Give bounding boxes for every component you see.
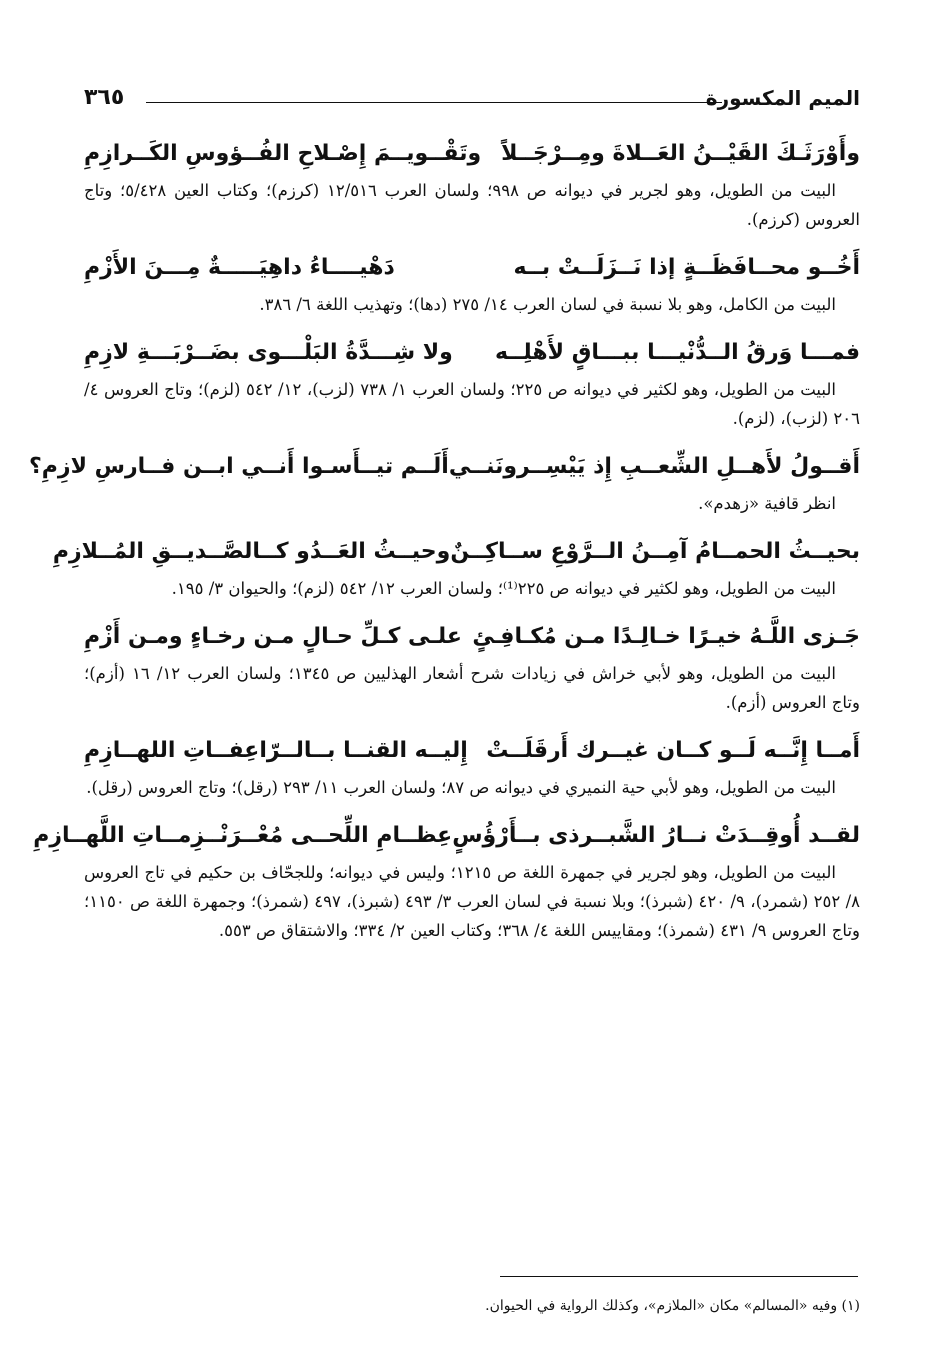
- verse-first-hemistich: فمـــا وَرقُ الــدُّنْيـــا ببـــاقٍ لأَهْلِــه: [495, 340, 860, 365]
- verse-second-hemistich: دَهْيــــاءُ داهِيَـــــةٌ مِـــنَ الأَزْمِ: [84, 255, 395, 280]
- verse-note: البيت من الطويل، وهو لكثير في ديوانه ص ٢٢٥؛ ولسان العرب ١/ ٧٣٨ (لزب)، ١٢/ ٥٤٢ (لزم)؛ وتاج العروس ٤/ ٢٠٦ (لزب)، (لزم).: [84, 380, 860, 428]
- verse-note: البيت من الطويل، وهو لجرير في ديوانه ص ٩٩٨؛ ولسان العرب ١٢/٥١٦ (كرزم)؛ وكتاب العين ٥/٤٢٨؛ وتاج العروس (كرزم).: [84, 181, 860, 229]
- verse-note: انظر قافية «زهدم».: [698, 494, 836, 513]
- verse-line: [84, 248, 860, 288]
- verse-entry-5: [52, 532, 860, 603]
- verse-note: البيت من الطويل، وهو لكثير في ديوانه ص ٢٢٥⁽¹⁾؛ ولسان العرب ١٢/ ٥٤٢ (لزم)؛ والحيوان ٣/ ١٩٥.: [171, 579, 836, 598]
- verse-entry-7: [84, 731, 860, 802]
- verse-first-hemistich: لقــد أُوقِــدَتْ نــارُ الشَّبــرذى بــأَرْؤُسٍ: [452, 823, 860, 848]
- verse-line: [84, 731, 860, 771]
- verse-second-hemistich: عِظــامِ اللِّحــى مُعْــرَنْــزِمــاتِ اللَّهــازِمِ: [33, 823, 453, 848]
- verse-entry-8: [33, 816, 861, 945]
- verse-first-hemistich: أَخُــو محــافَظَــةٍ إذا نَــزَلَــتْ بــه: [513, 255, 860, 280]
- verse-second-hemistich: ولا شِـــدَّةُ البَلْـــوى بضَــرْبَـــةِ لازِمِ: [84, 340, 453, 365]
- verse-second-hemistich: إِليــه القنــا بــالــرّاعِفــاتِ اللهــازِمِ: [84, 738, 468, 763]
- page-header: [84, 82, 860, 118]
- verse-line: [84, 333, 860, 373]
- footnote-rule: [500, 1276, 858, 1277]
- verse-first-hemistich: بحيــثُ الحمــامُ آمِــنُ الــرَّوْعِ ســاكِــنٌ: [450, 539, 860, 564]
- verse-line: [52, 532, 860, 572]
- verse-entry-3: [84, 333, 860, 433]
- verse-first-hemistich: وأَوْرَثَـكَ القَيْــنُ العَــلاةَ ومِــرْجَــلاً: [501, 141, 860, 166]
- verse-note: البيت من الطويل، وهو لجرير في جمهرة اللغة ص ١٢١٥؛ وليس في ديوانه؛ وللجحّاف بن حكيم في تاج العروس ٨/ ٢٥٢ (شمرد)، ٩/ ٤٢٠ (شبرذ)؛ وبلا نسبة في لسان العرب ٣/ ٤٩٣ (شبرذ)، ٤٩٧ (شمرذ)؛ وجمهرة اللغة ص ١١٥٠؛ وتاج العروس ٩/ ٤٣١ (شمرذ)؛ ومقاييس اللغة ٤/ ٣٦٨؛ وكتاب العين ٢/ ٣٣٤؛ والاشتقاق ص ٥٥٣.: [84, 863, 861, 940]
- footnote: (١) وفيه «المسالم» مكان «الملازم»، وكذلك الرواية في الحيوان.: [485, 1298, 860, 1314]
- verse-line: [29, 447, 860, 487]
- page-content: [29, 134, 861, 959]
- verse-second-hemistich: علـى كـلِّ حـالٍ مـن رخـاءٍ ومـن أَزْمِ: [84, 624, 462, 649]
- verse-first-hemistich: أَمــا إِنَّــه لَــو كــان غيــرك أَرقَلَــتْ: [486, 738, 860, 763]
- verse-first-hemistich: أَقــولُ لأَهــلِ الشِّعــبِ إِذ يَيْسِــرونَنــي: [448, 454, 860, 479]
- verse-line: [84, 617, 860, 657]
- verse-line: [84, 134, 860, 174]
- verse-line: [33, 816, 860, 856]
- verse-note: البيت من الكامل، وهو بلا نسبة في لسان العرب ١٤/ ٢٧٥ (دها)؛ وتهذيب اللغة ٦/ ٣٨٦.: [259, 295, 836, 314]
- verse-second-hemistich: وتَقْــويــمَ إِصْـلاحِ الفُــؤوسِ الكَــرازِمِ: [84, 141, 482, 166]
- verse-entry-4: [29, 447, 860, 518]
- page-number: ٣٦٥: [84, 85, 125, 110]
- verse-note: البيت من الطويل، وهو لأبي خراش في زيادات شرح أشعار الهذليين ص ١٣٤٥؛ ولسان العرب ١٢/ ١٦ (أزم)؛ وتاج العروس (أزم).: [84, 664, 860, 712]
- verse-note: البيت من الطويل، وهو لأبي حية النميري في ديوانه ص ٨٧؛ ولسان العرب ١١/ ٢٩٣ (رقل)؛ وتاج العروس (رقل).: [86, 778, 836, 797]
- verse-second-hemistich: وحيــثُ العَــدُو كــالصَّــديــقِ المُــلازِمِ: [52, 539, 451, 564]
- verse-entry-6: [84, 617, 860, 717]
- verse-first-hemistich: جَـزى اللَّـهُ خيـرًا خـالِـدًا مـن مُكـافِـئٍ: [472, 624, 860, 649]
- verse-entry-1: [84, 134, 860, 234]
- verse-entry-2: [84, 248, 860, 319]
- running-title: الميم المكسورة: [705, 86, 860, 110]
- header-rule: [146, 102, 722, 103]
- verse-second-hemistich: أَلَــم تيــأَسـوا أَنــي ابــن فــارسِ لازِمِ؟: [29, 454, 449, 479]
